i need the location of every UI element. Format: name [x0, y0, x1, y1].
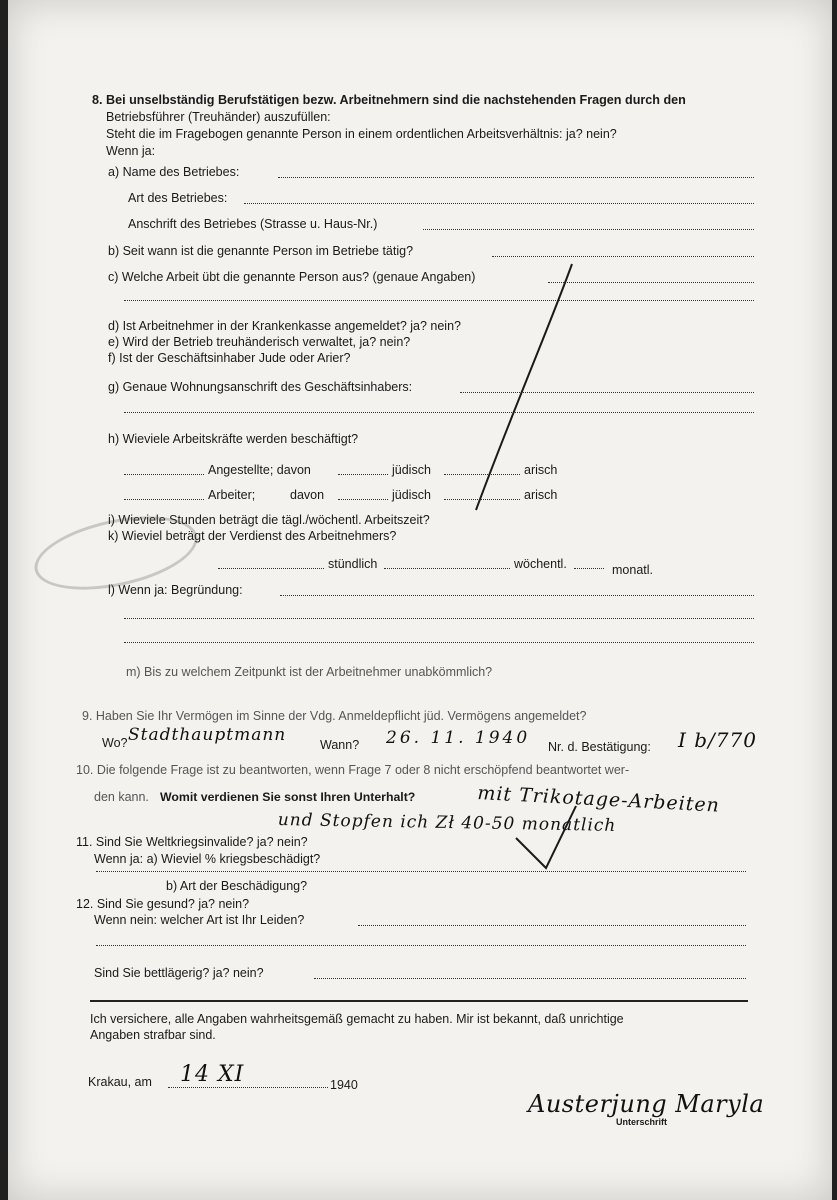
form-sheet — [8, 0, 832, 1200]
q8-intro-line2: Betriebsführer (Treuhänder) auszufüllen: — [106, 110, 331, 124]
q8h-arbeiter-label: Arbeiter; — [208, 488, 256, 502]
q8-intro-line1: 8. Bei unselbständig Berufstätigen bezw. Arbeitnehmern sind die nachstehenden Fragen durch den — [92, 93, 686, 107]
q8c-label: c) Welche Arbeit übt die genannte Person aus? (genaue Angaben) — [108, 270, 476, 284]
q11-line2: Wenn ja: a) Wieviel % kriegsbeschädigt? — [94, 852, 321, 866]
q9-wo-label: Wo? — [102, 736, 128, 750]
q9-label: 9. Haben Sie Ihr Vermögen im Sinne der Vdg. Anmeldepflicht jüd. Vermögens angemeldet? — [82, 709, 587, 723]
q8m-label: m) Bis zu welchem Zeitpunkt ist der Arbeitnehmer unabkömmlich? — [126, 665, 493, 679]
q8h-label: h) Wieviele Arbeitskräfte werden beschäftigt? — [108, 432, 359, 446]
q12-line3: Sind Sie bettlägerig? ja? nein? — [94, 966, 264, 980]
q10-answer-line2: und Stopfen ich Zł 40-50 monatlich — [277, 810, 617, 836]
q8h-angestellte-label: Angestellte; davon — [208, 463, 311, 477]
q8k-label: k) Wieviel beträgt der Verdienst des Arbeitnehmers? — [108, 529, 397, 543]
q8h-arb-juedisch-label: jüdisch — [392, 488, 431, 502]
q11-line1: 11. Sind Sie Weltkriegsinvalide? ja? nein? — [76, 835, 308, 849]
q9-wann-value: 26. 11. 1940 — [386, 728, 531, 748]
q8k-stuendlich-label: stündlich — [328, 557, 378, 571]
q8-intro-line3: Steht die im Fragebogen genannte Person in einem ordentlichen Arbeitsverhältnis: ja? nein? — [106, 127, 617, 141]
signature: Austerjung Maryla — [528, 1090, 765, 1118]
q8k-monatl-label: monatl. — [612, 563, 653, 577]
q10-answer-line1: mit Trikotage-Arbeiten — [476, 782, 721, 817]
q8d-label: d) Ist Arbeitnehmer in der Krankenkasse angemeldet? ja? nein? — [108, 319, 461, 333]
q8b-label: b) Seit wann ist die genannte Person im Betriebe tätig? — [108, 244, 414, 258]
year-label: 1940 — [330, 1078, 358, 1092]
q8e-label: e) Wird der Betrieb treuhänderisch verwaltet, ja? nein? — [108, 335, 411, 349]
q8h-arbeiter-davon: davon — [290, 488, 325, 502]
place-label: Krakau, am — [88, 1075, 152, 1089]
q8k-woechentl-label: wöchentl. — [514, 557, 567, 571]
q8i-label: i) Wieviele Stunden beträgt die tägl./wöchentl. Arbeitszeit? — [108, 513, 430, 527]
declaration-line2: Angaben strafbar sind. — [90, 1028, 216, 1042]
declaration-line1: Ich versichere, alle Angaben wahrheitsgemäß gemacht zu haben. Mir ist bekannt, daß unrichtige — [90, 1012, 624, 1026]
q12-line1: 12. Sind Sie gesund? ja? nein? — [76, 897, 250, 911]
q8a-art-label: Art des Betriebes: — [128, 191, 228, 205]
check-mark-stroke — [516, 806, 576, 868]
q10-line1: 10. Die folgende Frage ist zu beantworten, wenn Frage 7 oder 8 nicht erschöpfend beantwortet wer- — [76, 763, 630, 777]
q8a-anschrift-label: Anschrift des Betriebes (Strasse u. Haus-Nr.) — [128, 217, 378, 231]
q10-line2-pre: den kann. — [94, 790, 149, 804]
pen-marks — [8, 0, 832, 1200]
q8h-ang-arisch-label: arisch — [524, 463, 558, 477]
signature-label: Unterschrift — [616, 1117, 668, 1127]
q8f-label: f) Ist der Geschäftsinhaber Jude oder Arier? — [108, 351, 351, 365]
q12-line2: Wenn nein: welcher Art ist Ihr Leiden? — [94, 913, 305, 927]
q8h-arb-arisch-label: arisch — [524, 488, 558, 502]
q8-intro-line4: Wenn ja: — [106, 144, 156, 158]
q8g-label: g) Genaue Wohnungsanschrift des Geschäftsinhabers: — [108, 380, 413, 394]
q9-wo-value: Stadthauptmann — [128, 725, 287, 745]
q8l-label: l) Wenn ja: Begründung: — [108, 583, 243, 597]
q10-line2-bold: Womit verdienen Sie sonst Ihren Unterhalt? — [160, 790, 416, 804]
q9-nr-value: I b/770 — [678, 728, 757, 752]
q9-wann-label: Wann? — [320, 738, 360, 752]
q9-nr-label: Nr. d. Bestätigung: — [548, 740, 651, 754]
date-handwritten: 14 XI — [180, 1062, 245, 1087]
q8a-name-label: a) Name des Betriebes: — [108, 165, 240, 179]
crossout-stroke — [476, 264, 572, 510]
q8h-ang-juedisch-label: jüdisch — [392, 463, 431, 477]
q11-line3: b) Art der Beschädigung? — [166, 879, 308, 893]
